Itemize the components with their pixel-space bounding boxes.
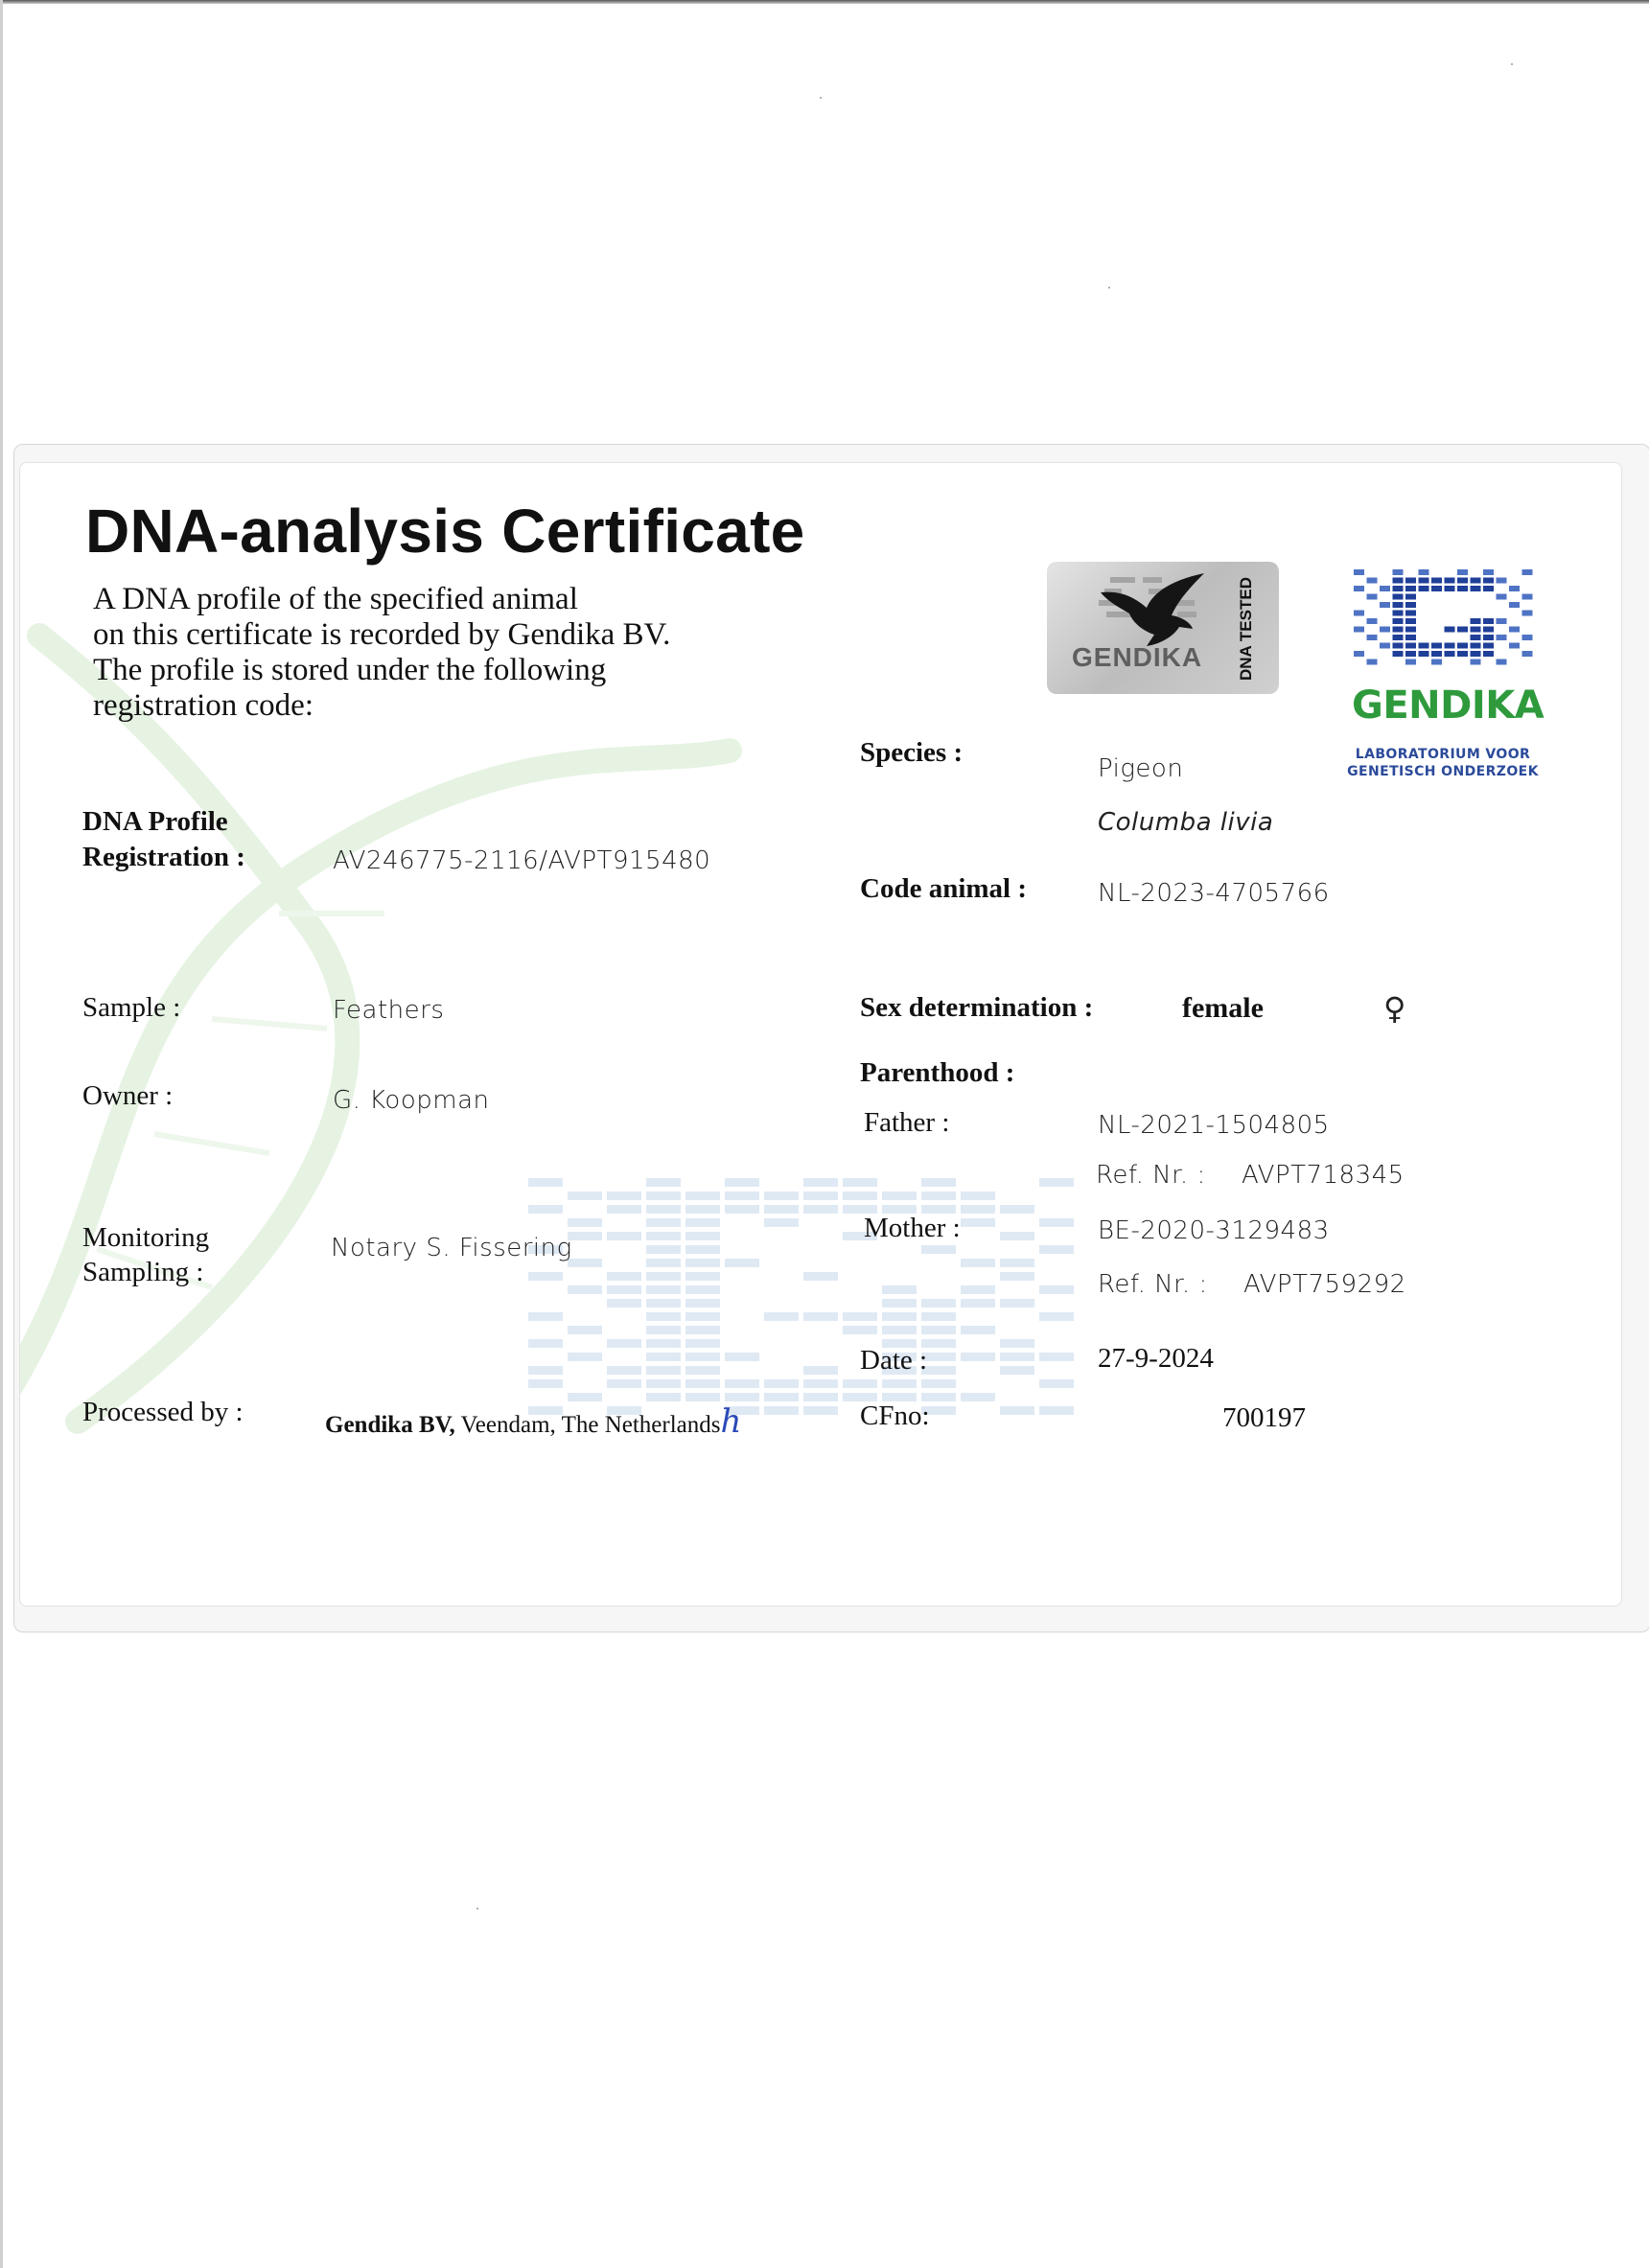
sex-value: female — [1182, 992, 1264, 1024]
scan-speck — [820, 97, 822, 99]
profile-registration-label: DNA Profile Registration : — [82, 806, 245, 872]
mother-label: Mother : — [864, 1213, 961, 1243]
badge-word: GENDIKA — [1072, 642, 1203, 672]
scan-edge-top — [0, 0, 1649, 4]
father-value: NL-2021-1504805 — [1098, 1111, 1330, 1140]
father-ref-label: Ref. Nr. : — [1096, 1161, 1206, 1190]
species-latin-value: Columba livia — [1098, 808, 1274, 837]
profile-registration-value: AV246775-2116/AVPT915480 — [333, 846, 711, 875]
processed-by-label: Processed by : — [82, 1397, 244, 1427]
date-label: Date : — [860, 1345, 928, 1376]
cfno-label: CFno: — [860, 1400, 930, 1431]
female-symbol-icon: ♀ — [1383, 990, 1406, 1027]
handwritten-initial: h — [720, 1402, 742, 1441]
monitoring-sampling-value: Notary S. Fissering — [331, 1234, 572, 1262]
mother-ref-value: AVPT759292 — [1243, 1270, 1406, 1299]
sample-value: Feathers — [333, 996, 445, 1025]
intro-text — [93, 582, 670, 724]
intro-line: A DNA profile of the specified animal — [93, 582, 578, 616]
species-common-value: Pigeon — [1098, 754, 1184, 783]
sample-label: Sample : — [82, 992, 181, 1023]
gendika-logo-icon — [1354, 569, 1536, 677]
parenthood-label: Parenthood : — [860, 1057, 1015, 1088]
code-animal-value: NL-2023-4705766 — [1098, 879, 1330, 908]
scan-speck — [476, 1908, 478, 1909]
date-value: 27-9-2024 — [1098, 1343, 1214, 1374]
mother-value: BE-2020-3129483 — [1098, 1216, 1330, 1245]
gendika-watermark-icon — [528, 1178, 1142, 1542]
logo-subtitle: LABORATORIUM VOOR GENETISCH ONDERZOEK — [1347, 747, 1539, 779]
species-label: Species : — [860, 737, 964, 768]
processed-by-value — [325, 1402, 741, 1441]
monitoring-sampling-label: Monitoring Sampling : — [82, 1222, 210, 1287]
scan-speck — [1108, 287, 1110, 289]
father-label: Father : — [864, 1107, 950, 1138]
intro-line: The profile is stored under the following — [93, 653, 607, 687]
processed-place: Veendam, The Netherlands — [454, 1412, 721, 1438]
owner-label: Owner : — [82, 1080, 174, 1111]
intro-line: registration code: — [93, 688, 314, 723]
intro-line: on this certificate is recorded by Gendika BV. — [93, 617, 671, 652]
father-ref-value: AVPT718345 — [1242, 1161, 1405, 1190]
owner-value: G. Koopman — [333, 1086, 490, 1115]
scan-speck — [1511, 63, 1513, 65]
cfno-value: 700197 — [1222, 1402, 1306, 1433]
scan-edge-left — [0, 0, 3, 2268]
dna-tested-badge — [1047, 562, 1279, 694]
mother-ref-label: Ref. Nr. : — [1098, 1270, 1208, 1299]
logo-name: GENDIKA — [1352, 683, 1544, 728]
badge-vertical-text: DNA TESTED — [1237, 577, 1255, 681]
code-animal-label: Code animal : — [860, 873, 1027, 904]
processed-company: Gendika BV, — [325, 1412, 455, 1438]
certificate-title: DNA-analysis Certificate — [85, 497, 805, 566]
sex-determination-label: Sex determination : — [860, 992, 1094, 1023]
